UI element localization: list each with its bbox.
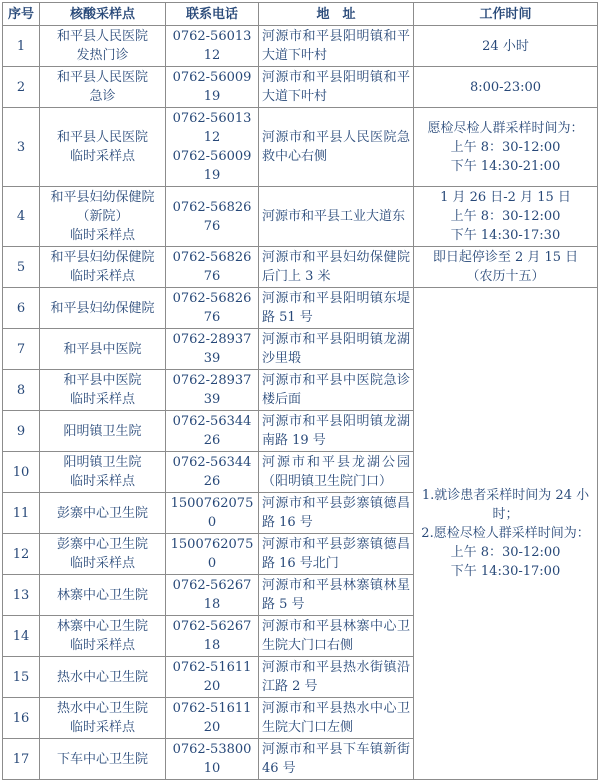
row-number-cell [3,187,40,247]
cell-line: 17 [12,751,30,767]
table-row [3,187,598,247]
cell-line: 河源市和平县彭寨镇德昌路 16 号北门 [262,537,410,571]
cell-line: 9 [16,423,26,439]
cell-line: 临时采样点 [69,638,135,653]
cell-line: 16 [12,710,30,726]
cell-line: 和平县妇幼保健院 [50,190,155,205]
worktime-merged-cell [414,288,598,780]
cell-line: 林寨中心卫生院 [56,619,148,634]
site-name-cell [40,329,166,370]
address-cell [259,657,414,698]
cell-line: 愿检尽检人群采样时间为： [427,120,584,136]
cell-line: 7 [16,341,26,357]
cell-line: 河源市和平县热水中心卫生院大门口左侧 [262,701,410,735]
cell-line: 河源市和平县阳明镇和平大道下叶村 [262,29,410,63]
address-cell [259,370,414,411]
row-number-cell [3,575,40,616]
cell-line: 4 [16,209,26,224]
cell-line: 和平县妇幼保健院 [50,300,155,316]
col-header-index: 序号 [3,3,40,26]
site-name-cell [40,657,166,698]
site-name-cell [40,411,166,452]
row-number-cell [3,329,40,370]
cell-line: 林寨中心卫生院 [56,587,148,603]
row-number-cell [3,26,40,67]
phone-cell [166,616,259,657]
sampling-points-table [2,2,598,780]
phone-cell [166,247,259,288]
cell-line: 河源市和平县热水街镇沿江路 2 号 [262,660,410,694]
col-header-worktime: 工作时间 [414,3,598,26]
cell-line: 10 [12,464,30,480]
address-cell [259,67,414,108]
site-name-cell [40,616,166,657]
cell-line: 0762-5682676 [172,250,252,284]
cell-line: 0762-2893739 [172,332,252,366]
address-cell [259,534,414,575]
cell-line: 3 [16,139,26,155]
table-row [3,288,598,329]
cell-line: 临时采样点 [69,556,135,571]
cell-line: 0762-5380010 [172,742,252,776]
phone-cell [166,26,259,67]
address-cell [259,452,414,493]
cell-line: 临时采样点 [69,269,135,284]
row-number-cell [3,288,40,329]
cell-line: 15 [12,669,30,685]
row-number-cell [3,534,40,575]
col-header-phone: 联系电话 [166,3,259,26]
site-name-cell [40,288,166,329]
cell-line: 0762-5682676 [172,291,252,325]
cell-line: 1 月 26 日-2 月 15 日 [440,190,571,205]
site-name-cell [40,370,166,411]
table-row [3,108,598,187]
worktime-cell [414,26,598,67]
row-number-cell [3,370,40,411]
worktime-cell [414,67,598,108]
cell-line: 下午 14:30-17:30 [450,228,561,243]
cell-line: 河源市和平县龙湖公园（阳明镇卫生院门口） [262,455,410,489]
table-row [3,67,598,108]
cell-line: 5 [16,259,26,275]
cell-line: 临时采样点 [69,474,135,489]
cell-line: 河源市和平县彭寨镇德昌路 16 号 [262,496,410,530]
phone-cell [166,108,259,187]
phone-cell [166,67,259,108]
address-cell [259,26,414,67]
row-number-cell [3,108,40,187]
phone-cell [166,452,259,493]
cell-line: 下车中心卫生院 [56,751,148,767]
site-name-cell [40,698,166,739]
cell-line: 河源市和平县林寨镇林星路 5 号 [262,578,410,612]
cell-line: 8 [16,382,26,398]
cell-line: 和平县中医院 [63,373,142,388]
row-number-cell [3,452,40,493]
cell-line: 0762-5682676 [172,199,252,234]
site-name-cell [40,575,166,616]
address-cell [259,411,414,452]
row-number-cell [3,247,40,288]
worktime-cell [414,187,598,247]
row-number-cell [3,698,40,739]
cell-line: 和平县妇幼保健院 [50,250,155,265]
worktime-cell [414,108,598,187]
cell-line: 1 [16,38,26,54]
cell-line: 临时采样点 [69,149,135,164]
site-name-cell [40,452,166,493]
cell-line: 2.愿检尽检人群采样时间为： [421,526,590,541]
cell-line: 即日起停诊至 2 月 15 日 [432,250,579,265]
address-cell [259,329,414,370]
col-header-address: 地 址 [259,3,414,26]
cell-line: （新院） [76,209,129,224]
cell-line: 阳明镇卫生院 [63,455,142,470]
cell-line: 11 [12,505,30,521]
cell-line: 15007620750 [170,496,254,530]
cell-line: 12 [12,546,30,562]
cell-line: 24 小时 [482,38,529,54]
cell-line: 急诊 [89,89,116,104]
site-name-cell [40,493,166,534]
phone-cell [166,575,259,616]
col-header-site-name: 核酸采样点 [40,3,166,26]
cell-line: 河源市和平县林寨中心卫生院大门口右侧 [262,619,410,653]
cell-line: 河源市和平县人民医院急救中心右侧 [262,130,410,164]
cell-line: 河源市和平县工业大道东 [262,209,406,224]
address-cell [259,187,414,247]
cell-line: 和平县人民医院 [56,29,148,44]
cell-line: 0762-5601312 [172,29,252,63]
cell-line: 0762-5600919 [172,70,252,104]
site-name-cell [40,247,166,288]
cell-line: 河源市和平县阳明镇东堤路 51 号 [262,291,410,325]
cell-line: 上午 8：30-12:00 [450,209,561,224]
cell-line: 0762-2893739 [172,373,252,407]
cell-line: 河源市和平县下车镇新街 46 号 [262,742,410,776]
site-name-cell [40,187,166,247]
phone-cell [166,288,259,329]
cell-line: 河源市和平县中医院急诊楼后面 [262,373,410,407]
cell-line: 0762-5600919 [172,149,252,183]
cell-line: 0762-5626718 [172,578,252,612]
worktime-cell [414,247,598,288]
cell-line: 热水中心卫生院 [56,669,148,685]
cell-line: 8:00-23:00 [469,79,542,95]
cell-line: 下午 14:30-21:00 [450,158,561,174]
cell-line: 和平县人民医院 [56,70,148,85]
site-name-cell [40,26,166,67]
address-cell [259,575,414,616]
address-cell [259,493,414,534]
address-cell [259,616,414,657]
address-cell [259,108,414,187]
address-cell [259,698,414,739]
row-number-cell [3,411,40,452]
cell-line: 和平县人民医院 [56,130,148,145]
cell-line: 1.就诊患者采样时间为 24 小时； [421,488,590,522]
phone-cell [166,329,259,370]
cell-line: 上午 8：30-12:00 [450,545,561,560]
phone-cell [166,657,259,698]
cell-line: 0762-5161120 [172,701,252,735]
cell-line: 下午 14:30-17:00 [450,564,561,579]
cell-line: 上午 8：30-12:00 [450,139,561,155]
phone-cell [166,370,259,411]
cell-line: 6 [16,300,26,316]
cell-line: 河源市和平县妇幼保健院后门上 3 米 [262,250,410,284]
cell-line: 13 [12,587,30,603]
cell-line: 0762-5626718 [172,619,252,653]
cell-line: 发热门诊 [76,48,129,63]
cell-line: 和平县中医院 [63,341,142,357]
table-row [3,26,598,67]
cell-line: 热水中心卫生院 [56,701,148,716]
cell-line: 彭寨中心卫生院 [56,505,148,521]
cell-line: 临时采样点 [69,392,135,407]
cell-line: （农历十五） [466,269,545,284]
cell-line: 0762-5601312 [172,111,252,145]
address-cell [259,288,414,329]
row-number-cell [3,493,40,534]
cell-line: 河源市和平县阳明镇龙湖南路 19 号 [262,414,410,448]
cell-line: 14 [12,628,30,644]
cell-line: 0762-5634426 [172,414,252,448]
phone-cell [166,493,259,534]
header-row [3,3,598,26]
site-name-cell [40,67,166,108]
cell-line: 阳明镇卫生院 [63,423,142,439]
row-number-cell [3,616,40,657]
cell-line: 临时采样点 [69,228,135,243]
row-number-cell [3,657,40,698]
phone-cell [166,534,259,575]
site-name-cell [40,108,166,187]
cell-line: 2 [16,79,26,95]
phone-cell [166,411,259,452]
table-row [3,247,598,288]
phone-cell [166,698,259,739]
cell-line: 0762-5161120 [172,660,252,694]
cell-line: 河源市和平县阳明镇和平大道下叶村 [262,70,410,104]
cell-line: 彭寨中心卫生院 [56,537,148,552]
site-name-cell [40,534,166,575]
cell-line: 0762-5634426 [172,455,252,489]
address-cell [259,247,414,288]
cell-line: 河源市和平县阳明镇龙湖沙里塅 [262,332,410,366]
cell-line: 临时采样点 [69,720,135,735]
cell-line: 15007620750 [170,537,254,571]
row-number-cell [3,67,40,108]
phone-cell [166,187,259,247]
